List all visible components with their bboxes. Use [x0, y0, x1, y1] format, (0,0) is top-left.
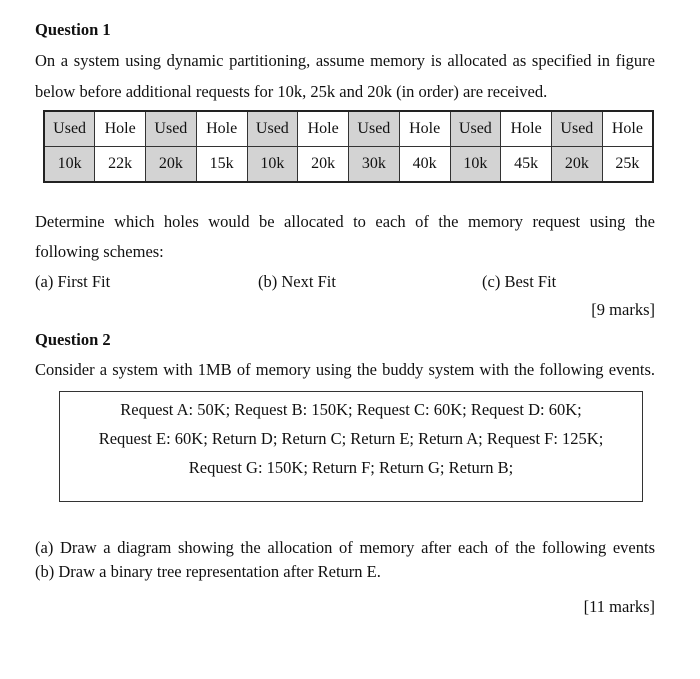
table-cell-size: 45k — [501, 147, 552, 183]
table-cell-type: Hole — [602, 111, 653, 147]
memory-partition-table — [43, 110, 654, 183]
events-line-2: Request E: 60K; Return D; Return C; Return E; Return A; Request F: 125K; — [98, 429, 604, 448]
q1-option-first-fit: (a) First Fit — [35, 272, 111, 291]
table-cell-size: 20k — [298, 147, 349, 183]
table-cell-size: 40k — [399, 147, 450, 183]
q2-marks: [11 marks] — [583, 597, 655, 616]
table-cell-type: Used — [349, 111, 400, 147]
events-line-1: Request A: 50K; Request B: 150K; Request C: 60K; Request D: 60K; — [120, 400, 582, 419]
table-cell-type: Used — [146, 111, 197, 147]
table-size-row — [44, 147, 653, 183]
table-cell-type: Used — [450, 111, 501, 147]
q1-intro-line1: On a system using dynamic partitioning, assume memory is allocated as specified in figure — [35, 51, 655, 70]
table-cell-size: 10k — [44, 147, 95, 183]
table-cell-size: 30k — [349, 147, 400, 183]
q1-intro-line2: below before additional requests for 10k, 25k and 20k (in order) are received. — [35, 82, 548, 101]
table-cell-size: 20k — [552, 147, 603, 183]
table-cell-type: Hole — [95, 111, 146, 147]
events-line-3: Request G: 150K; Return F; Return G; Return B; — [188, 458, 514, 477]
q2-intro: Consider a system with 1MB of memory using the buddy system with the following events. — [35, 360, 655, 379]
table-cell-type: Hole — [501, 111, 552, 147]
table-cell-type: Used — [44, 111, 95, 147]
table-cell-type: Used — [247, 111, 298, 147]
q1-marks: [9 marks] — [591, 300, 655, 319]
buddy-events-box — [59, 391, 643, 502]
q1-determine-line2: following schemes: — [35, 242, 164, 261]
table-cell-size: 20k — [146, 147, 197, 183]
q1-heading: Question 1 — [35, 20, 111, 39]
table-cell-type: Hole — [196, 111, 247, 147]
table-cell-size: 25k — [602, 147, 653, 183]
q2-part-a: (a) Draw a diagram showing the allocation of memory after each of the following events — [35, 538, 655, 557]
table-cell-type: Hole — [298, 111, 349, 147]
table-cell-size: 10k — [247, 147, 298, 183]
table-cell-size: 22k — [95, 147, 146, 183]
table-header-row — [44, 111, 653, 147]
table-cell-size: 15k — [196, 147, 247, 183]
table-cell-size: 10k — [450, 147, 501, 183]
q2-heading: Question 2 — [35, 330, 111, 349]
q2-part-b: (b) Draw a binary tree representation after Return E. — [35, 562, 381, 581]
table-cell-type: Hole — [399, 111, 450, 147]
q1-option-next-fit: (b) Next Fit — [258, 272, 336, 291]
table-cell-type: Used — [552, 111, 603, 147]
q1-determine-line1: Determine which holes would be allocated to each of the memory request using the — [35, 212, 655, 231]
q1-option-best-fit: (c) Best Fit — [482, 272, 557, 291]
